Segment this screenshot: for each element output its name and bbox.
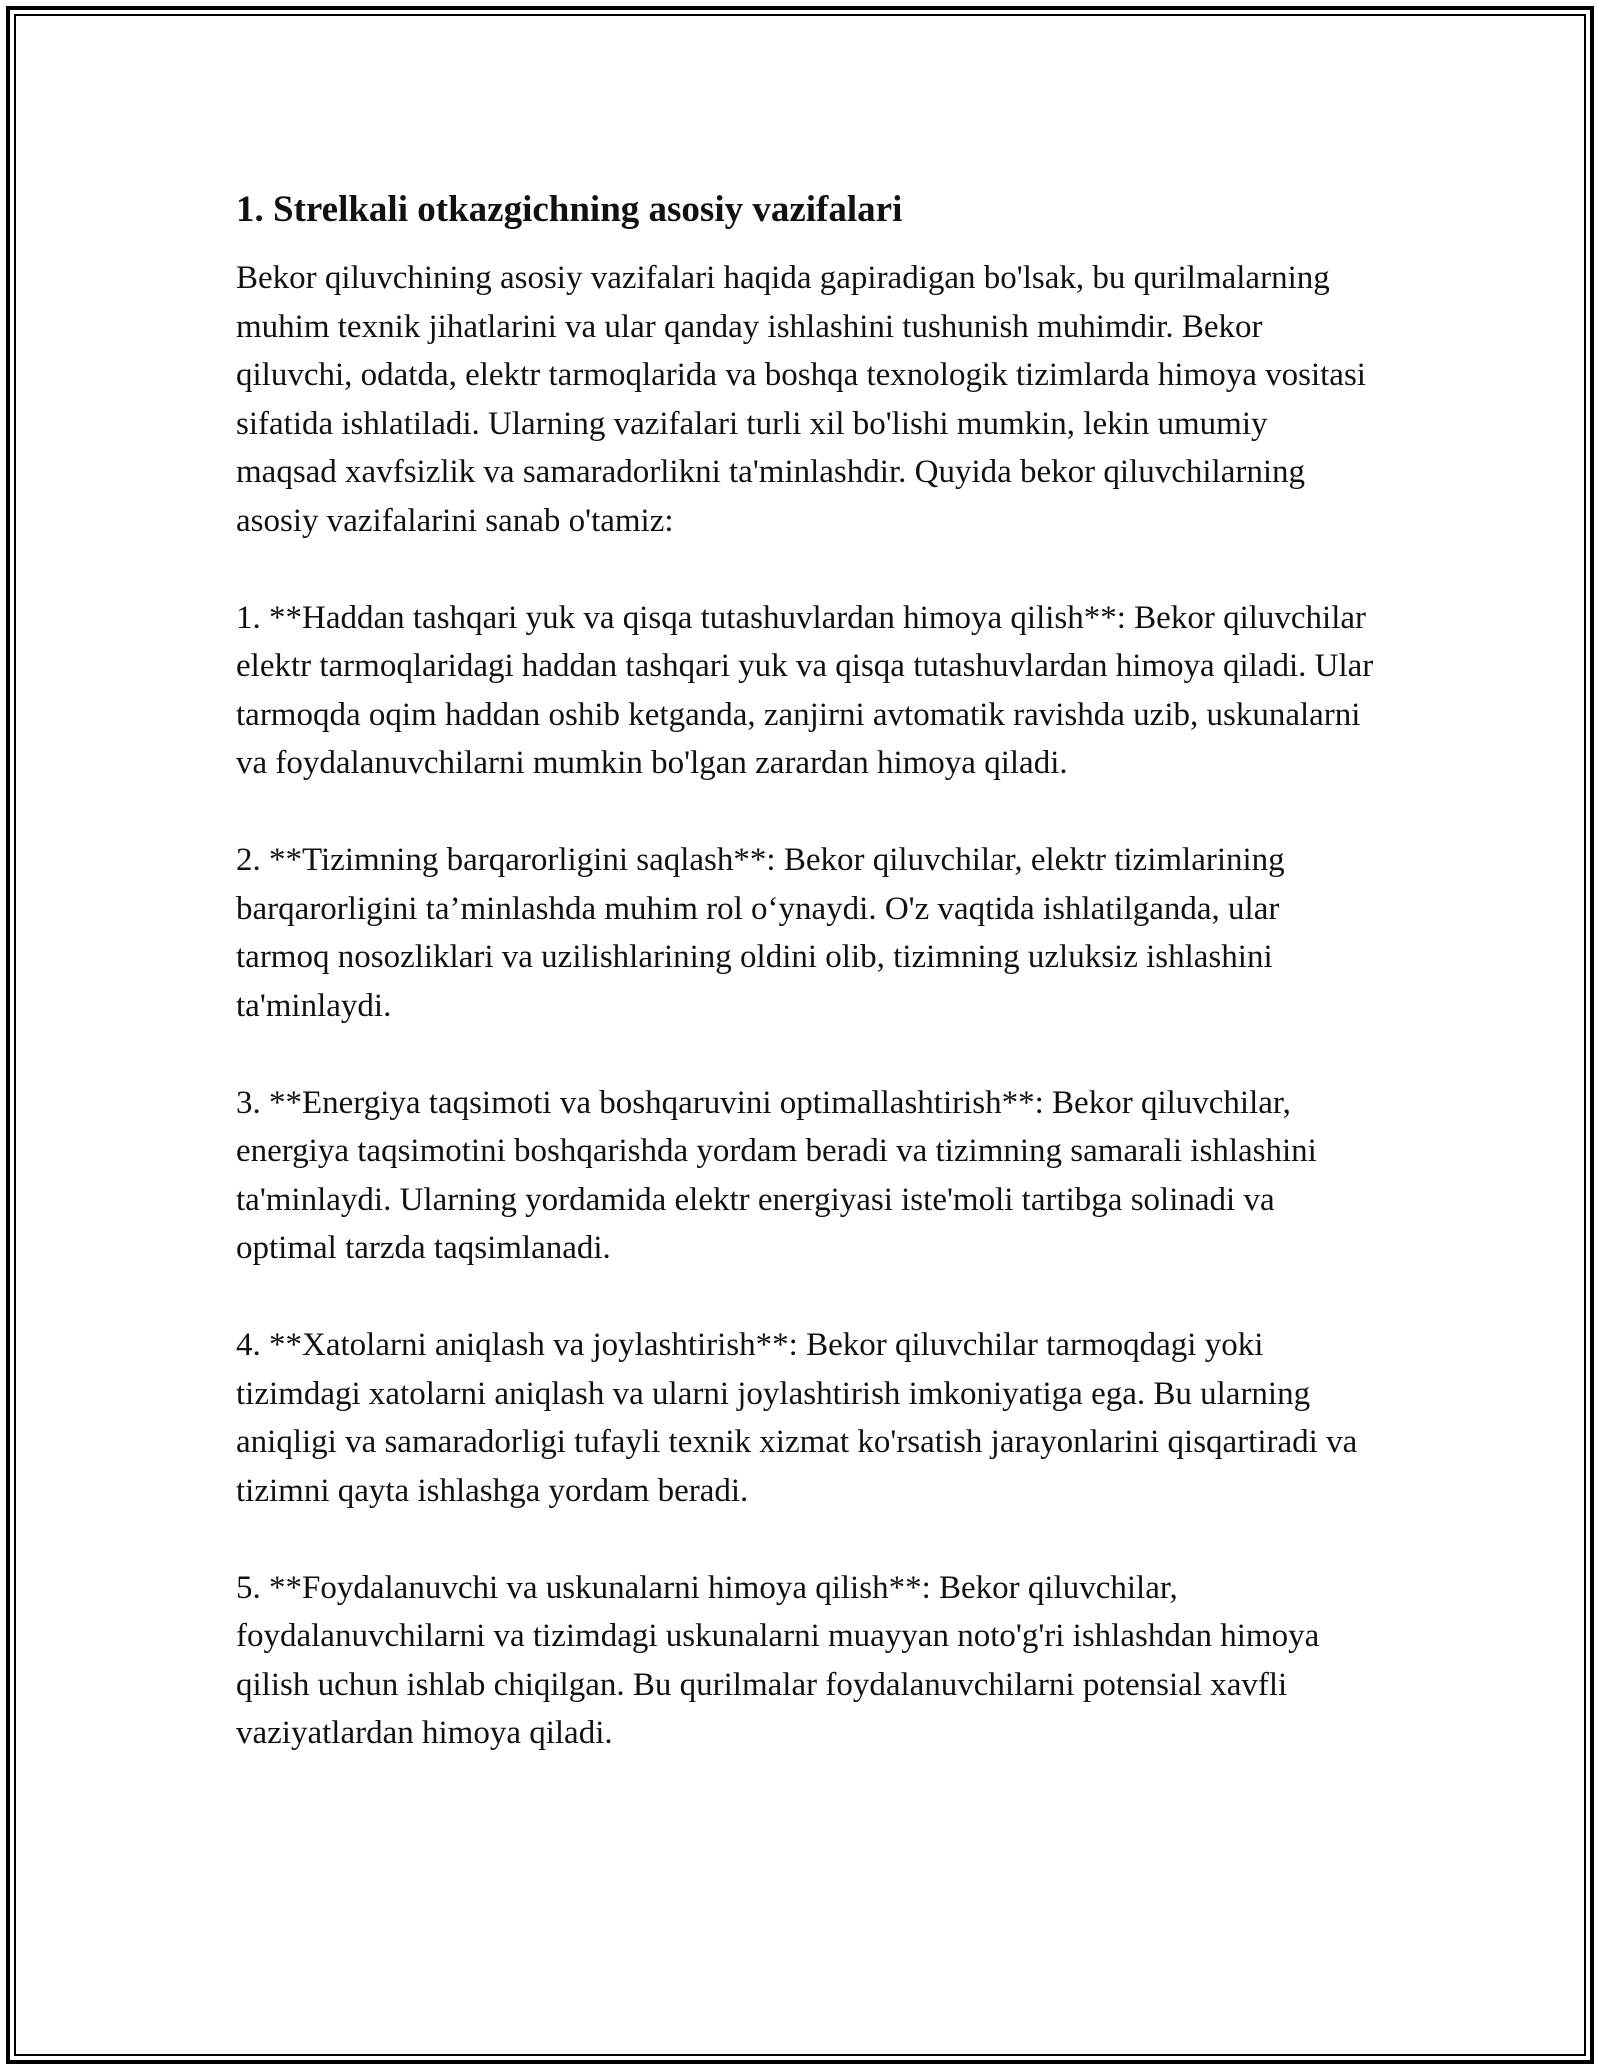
list-item: 2. **Tizimning barqarorligini saqlash**: Bekor qiluvchilar, elektr tizimlarining barqarorligini ta’minlashda muhim rol o‘ynaydi. O'z vaqtida ishlatilganda, ular tarmoq nosozliklari va uzilishlarining oldini olib, tizimning uzluksiz ishlashini ta'minlaydi. [236, 842, 1285, 1024]
list-item: 4. **Xatolarni aniqlash va joylashtirish**: Bekor qiluvchilar tarmoqdagi yoki tizimdagi xatolarni aniqlash va ularni joylashtirish imkoniyatiga ega. Bu ularning aniqligi va samaradorligi tufayli texnik xizmat ko'rsatish jarayonlarini qisqartiradi va tizimni qayta ishlashga yordam beradi. [236, 1327, 1358, 1509]
document-body [236, 186, 1376, 1758]
list-item: 5. **Foydalanuvchi va uskunalarni himoya qilish**: Bekor qiluvchilar, foydalanuvchilarni va tizimdagi uskunalarni muayyan noto'g'ri ishlashdan himoya qilish uchun ishlab chiqilgan. Bu qurilmalar foydalanuvchilarni potensial xavfli vaziyatlardan himoya qiladi. [236, 1569, 1320, 1751]
intro-paragraph: Bekor qiluvchining asosiy vazifalari haqida gapiradigan bo'lsak, bu qurilmalarning muhim texnik jihatlarini va ular qanday ishlashini tushunish muhimdir. Bekor qiluvchi, odatda, elektr tarmoqlarida va boshqa texnologik tizimlarda himoya vositasi sifatida ishlatiladi. Ularning vazifalari turli xil bo'lishi mumkin, lekin umumiy maqsad xavfsizlik va samaradorlikni ta'minlashdir. Quyida bekor qiluvchilarning asosiy vazifalarini sanab o'tamiz: [236, 260, 1366, 539]
document-title: 1. Strelkali otkazgichning asosiy vazifalari [236, 189, 903, 230]
list-item: 3. **Energiya taqsimoti va boshqaruvini optimallashtirish**: Bekor qiluvchilar, energiya taqsimotini boshqarishda yordam beradi va tizimning samarali ishlashini ta'minlaydi. Ularning yordamida elektr energiyasi iste'moli tartibga solinadi va optimal tarzda taqsimlanadi. [236, 1084, 1317, 1266]
list-item: 1. **Haddan tashqari yuk va qisqa tutashuvlardan himoya qilish**: Bekor qiluvchilar elektr tarmoqlaridagi haddan tashqari yuk va qisqa tutashuvlardan himoya qiladi. Ular tarmoqda oqim haddan oshib ketganda, zanjirni avtomatik ravishda uzib, uskunalarni va foydalanuvchilarni mumkin bo'lgan zarardan himoya qiladi. [236, 599, 1374, 781]
